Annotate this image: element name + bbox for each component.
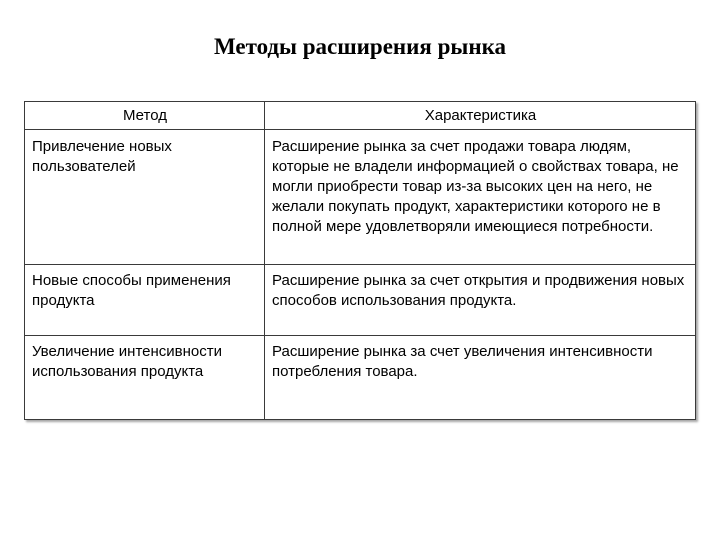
characteristic-cell: Расширение рынка за счет продажи товара людям, которые не владели информацией о свойствах товара, не могли приобрести товар из-за высоких цен на него, не желали покупать продукт, характеристики которого не в полной мере удовлетворяли имеющиеся потребности. [265,130,696,265]
methods-table-container [24,101,695,420]
table-row [25,130,696,265]
method-cell: Привлечение новых пользователей [25,130,265,265]
table-row [25,336,696,420]
characteristic-cell: Расширение рынка за счет открытия и продвижения новых способов использования продукта. [265,265,696,336]
table-header-row [25,102,696,130]
column-header-method: Метод [25,102,265,130]
page-title: Методы расширения рынка [213,34,507,59]
method-cell: Новые способы применения продукта [25,265,265,336]
methods-table [24,101,696,420]
table-row [25,265,696,336]
column-header-characteristic: Характеристика [265,102,696,130]
method-cell: Увеличение интенсивности использования продукта [25,336,265,420]
characteristic-cell: Расширение рынка за счет увеличения интенсивности потребления товара. [265,336,696,420]
